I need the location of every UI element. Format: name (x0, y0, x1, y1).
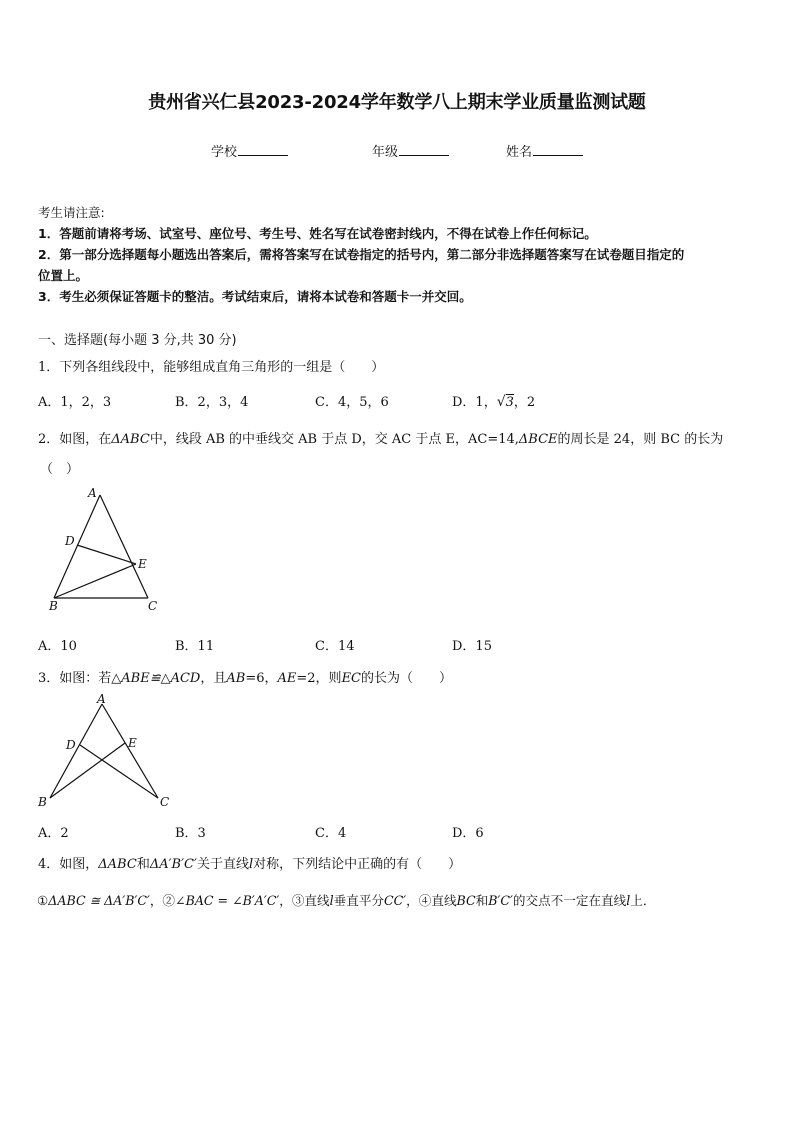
conclusion-1: ΔABC ≅ ΔA′B′C′ (48, 893, 150, 908)
grade-label: 年级 (372, 145, 399, 160)
triangle-abc: ΔABC (111, 432, 150, 447)
question-2-option-c: C．14 (315, 639, 355, 654)
question-2-option-d: D．15 (452, 639, 492, 654)
question-2-option-b: B．11 (175, 639, 215, 654)
q2-side-ac (100, 495, 148, 598)
question-2-stem: 2．如图，在ΔABC中，线段 AB 的中垂线交 AB 于点 D，交 AC 于点 E，AC=14,ΔBCE的周长是 24，则 BC 的长为 (38, 432, 724, 447)
question-3-figure (36, 690, 176, 812)
school-blank (238, 142, 288, 156)
q3-side-ab (50, 704, 102, 798)
q3-label-d: D (66, 738, 76, 752)
q3-label-b: B (38, 795, 47, 809)
page-title: 贵州省兴仁县2023-2024学年数学八上期末学业质量监测试题 (148, 92, 646, 113)
q2-label-b: B (49, 599, 58, 613)
name-field (506, 141, 583, 160)
q3-line-dc (80, 745, 158, 798)
conclusion-3-segment: CC′ (384, 893, 407, 908)
question-3-option-b: B．3 (175, 826, 206, 841)
question-2-stem-line2: （ ） (40, 462, 80, 477)
q2-label-e: E (138, 557, 147, 571)
name-label: 姓名 (506, 145, 533, 160)
question-3-stem: 3．如图：若△ABE≌△ACD，且AB=6，AE=2，则EC的长为（ ） (38, 671, 453, 686)
question-1-stem: 1．下列各组线段中，能够组成直角三角形的一组是（ ） (38, 360, 385, 375)
notice-item: 2．第一部分选择题每小题选出答案后，需将答案写在试卷指定的括号内，第二部分非选择题答案写在试卷题目指定的 (38, 247, 685, 262)
question-1-option-a: A．1，2，3 (38, 395, 112, 410)
grade-field (372, 141, 449, 160)
question-1-option-d: D．1，√3，2 (452, 394, 536, 410)
q3-line-eb (50, 743, 125, 798)
question-3-option-a: A．2 (38, 826, 69, 841)
q3-side-ac (102, 704, 158, 798)
q2-label-a: A (88, 486, 97, 500)
question-4-conclusions: ①ΔABC ≅ ΔA′B′C′，②∠BAC = ∠B′A′C′，③直线l垂直平分CC′，④直线BC和B′C′的交点不一定在直线l上． (37, 893, 656, 908)
triangle-bce: ΔBCE (518, 432, 558, 447)
question-2-figure (40, 484, 170, 620)
question-2-option-a: A．10 (38, 639, 77, 654)
notice-heading: 考生请注意: (38, 205, 105, 220)
school-field (211, 141, 288, 160)
notice-item: 位置上。 (38, 268, 89, 283)
school-label: 学校 (211, 145, 238, 160)
q2-side-ab (54, 495, 100, 598)
q3-label-c: C (160, 795, 170, 809)
q2-label-d: D (65, 534, 75, 548)
question-3-option-c: C．4 (315, 826, 347, 841)
q3-label-e: E (128, 736, 137, 750)
section-heading: 一、选择题(每小题 3 分,共 30 分) (38, 333, 237, 348)
question-4-stem: 4．如图，ΔABC和ΔA′B′C′关于直线l对称，下列结论中正确的有（ ） (38, 857, 462, 872)
q2-label-c: C (148, 599, 158, 613)
grade-blank (399, 142, 449, 156)
congruence: △ABE≌△ACD (111, 671, 201, 686)
conclusion-2: ∠BAC = ∠B′A′C′ (175, 893, 280, 908)
notice-item: 1．答题前请将考场、试室号、座位号、考生号、姓名写在试卷密封线内，不得在试卷上作任何标记。 (38, 226, 597, 241)
notice-item: 3．考生必须保证答题卡的整洁。考试结束后，请将本试卷和答题卡一并交回。 (38, 289, 472, 304)
sqrt-symbol: √ (496, 394, 506, 410)
name-blank (533, 142, 583, 156)
question-3-option-d: D．6 (452, 826, 484, 841)
sqrt-value: 3 (505, 395, 514, 410)
question-1-option-b: B．2，3，4 (175, 395, 249, 410)
q3-label-a: A (97, 692, 106, 706)
question-1-option-c: C．4，5，6 (315, 395, 389, 410)
